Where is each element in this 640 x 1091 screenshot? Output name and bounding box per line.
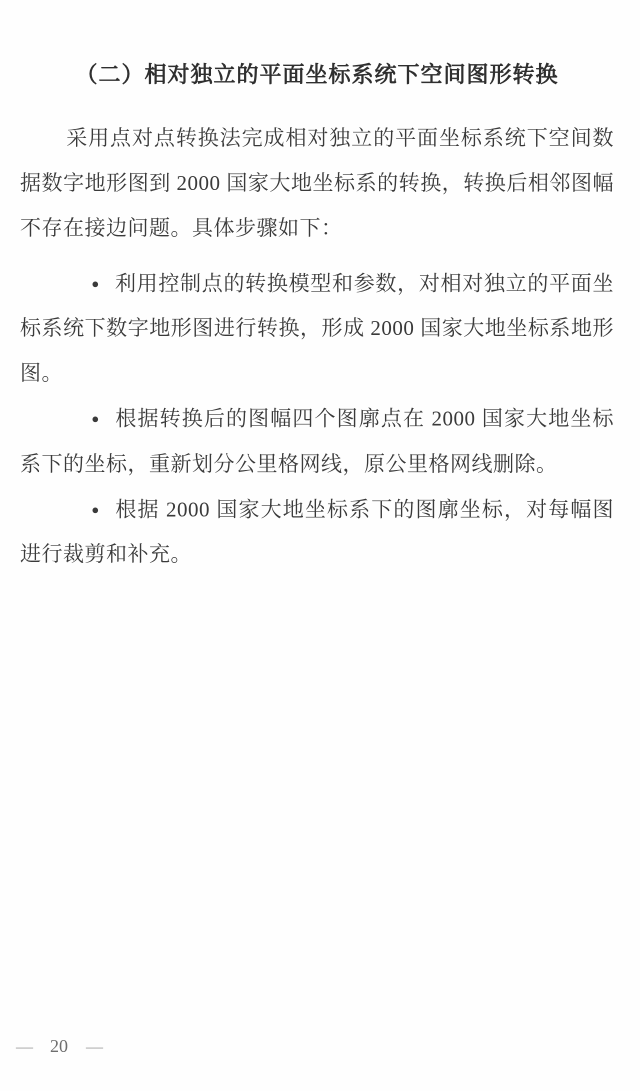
page-number: 20 bbox=[50, 1036, 68, 1056]
bullet-text: 利用控制点的转换模型和参数，对相对独立的平面坐标系统下数字地形图进行转换，形成 2000 国家大地坐标系地形图。 bbox=[20, 271, 614, 386]
bullet-item bbox=[20, 487, 614, 577]
bullet-item bbox=[20, 261, 614, 396]
footer-dash-left: — bbox=[16, 1036, 32, 1056]
bullet-item bbox=[20, 396, 614, 486]
section-heading: （二）相对独立的平面坐标系统下空间图形转换 bbox=[75, 62, 559, 87]
bullet-dot-icon: ● bbox=[91, 411, 101, 427]
intro-paragraph: 采用点对点转换法完成相对独立的平面坐标系统下空间数据数字地形图到 2000 国家大地坐标系的转换，转换后相邻图幅不存在接边问题。具体步骤如下： bbox=[20, 126, 614, 240]
bullet-text: 根据转换后的图幅四个图廓点在 2000 国家大地坐标系下的坐标，重新划分公里格网线，原公里格网线删除。 bbox=[20, 406, 614, 476]
bullet-dot-icon: ● bbox=[91, 276, 100, 291]
bullet-list bbox=[20, 261, 614, 577]
bullet-text: 根据 2000 国家大地坐标系下的图廓坐标，对每幅图进行裁剪和补充。 bbox=[20, 496, 614, 566]
bullet-dot-icon: ● bbox=[91, 501, 101, 517]
footer-dash-right: — bbox=[86, 1036, 102, 1056]
page-footer bbox=[16, 1036, 102, 1057]
